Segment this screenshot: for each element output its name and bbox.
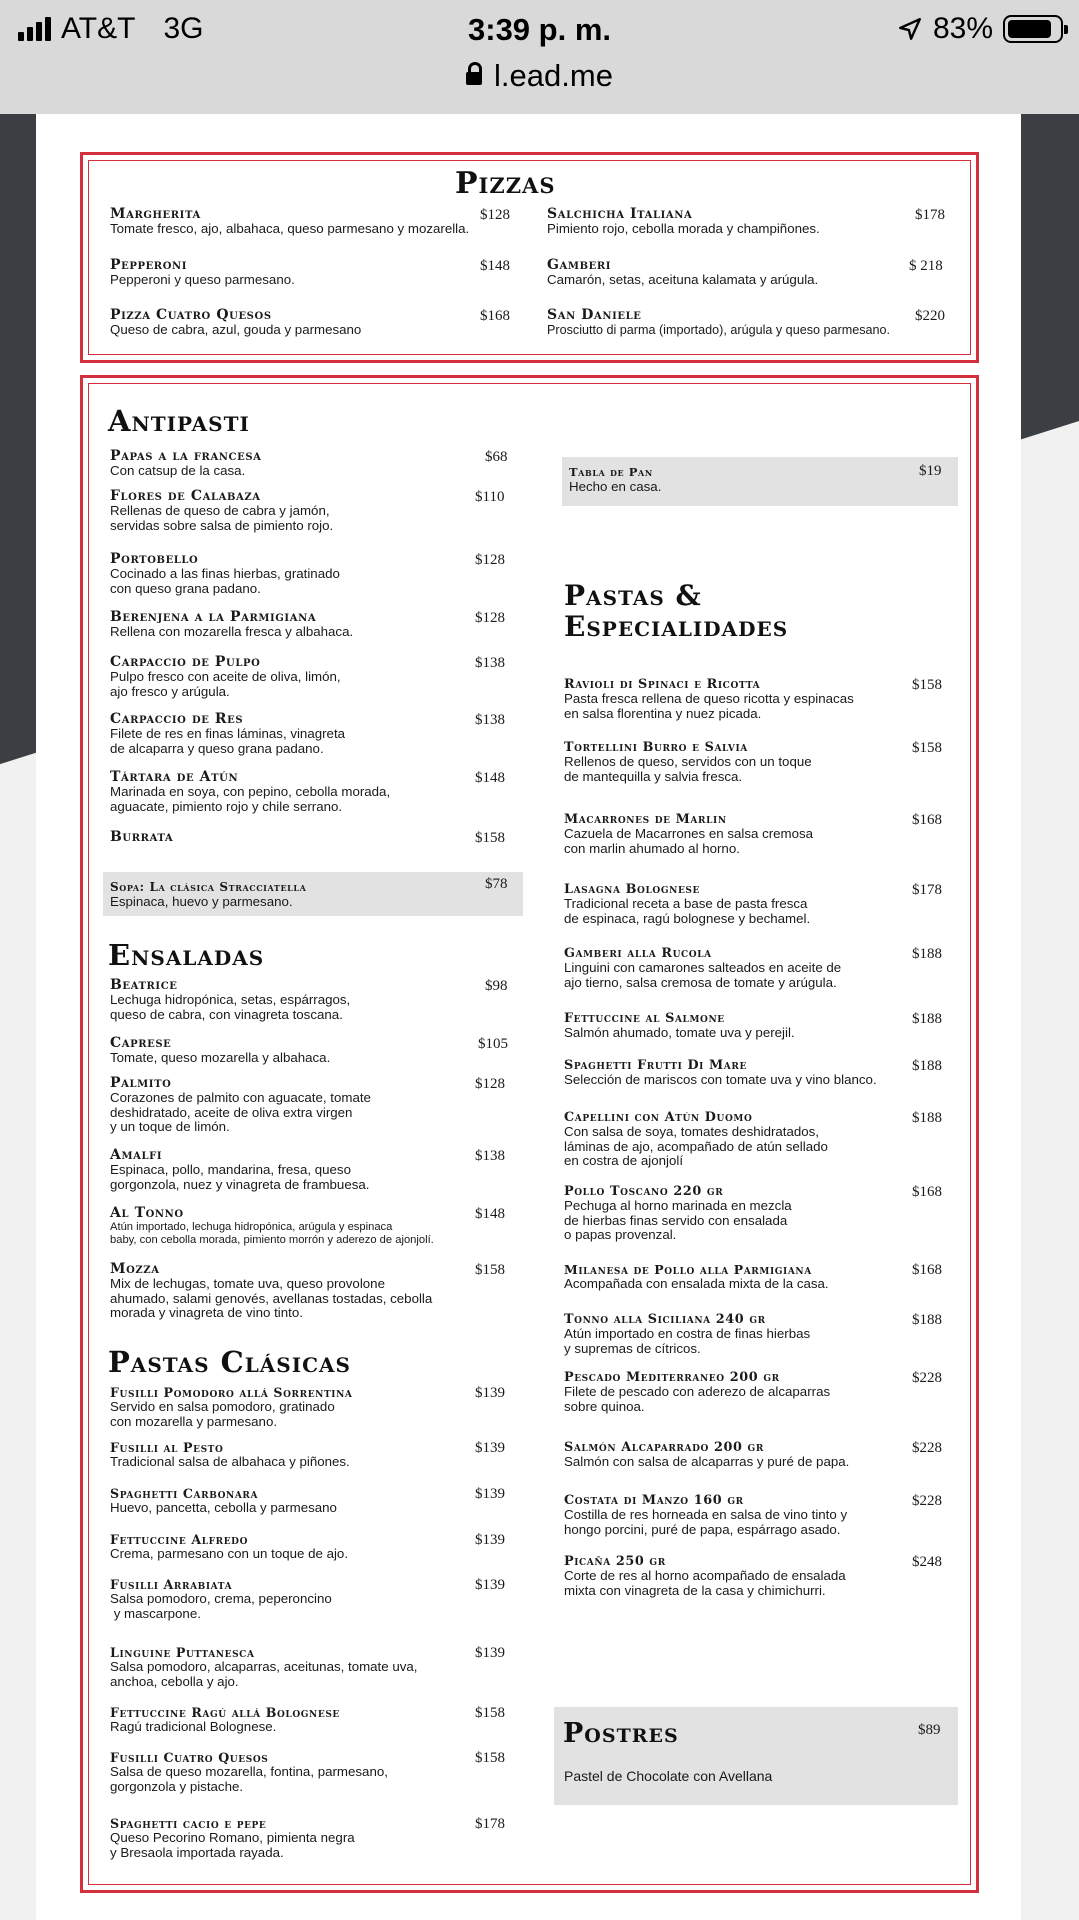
item-price: $188	[912, 1011, 942, 1027]
menu-item	[564, 1058, 964, 1088]
item-description: Espinaca, huevo y parmesano.	[110, 894, 293, 909]
menu-item	[110, 876, 520, 910]
status-bar	[0, 0, 1079, 114]
item-description: Salsa de queso mozarella, fontina, parmesano, gorgonzola y pistache.	[110, 1764, 388, 1794]
menu-item	[110, 489, 520, 533]
item-description: Corte de res al horno acompañado de ensalada mixta con vinagreta de la casa y chimichurri.	[564, 1568, 846, 1598]
battery-percent: 83%	[932, 12, 993, 45]
item-description: Linguini con camarones salteados en aceite de ajo tierno, salsa cremosa de tomate y arúgula.	[564, 960, 842, 990]
item-price: $188	[912, 1110, 942, 1126]
item-price: $158	[475, 830, 505, 846]
menu-item	[110, 449, 520, 479]
item-name: Pepperoni	[110, 257, 188, 273]
item-description: Con salsa de soya, tomates deshidratados, láminas de ajo, acompañado de atún sellado en costra de ajonjolí	[564, 1124, 828, 1168]
item-price: $128	[475, 610, 505, 626]
item-price: $220	[915, 308, 945, 324]
item-description: Huevo, pancetta, cebolla y parmesano	[110, 1500, 337, 1515]
item-description: Filete de pescado con aderezo de alcaparras sobre quinoa.	[564, 1384, 831, 1414]
item-price: $138	[475, 1148, 505, 1164]
menu-item	[110, 610, 520, 640]
item-description: Rellena con mozarella fresca y albahaca.	[110, 624, 354, 639]
item-name: Ravioli di Spinaci e Ricotta	[564, 677, 761, 692]
item-description: Rellenos de queso, servidos con un toque de mantequilla y salvia fresca.	[564, 754, 812, 784]
item-description: Tradicional receta a base de pasta fresca de espinaca, ragú bolognese y bechamel.	[564, 896, 811, 926]
item-name: Mozza	[110, 1261, 160, 1277]
item-description: Cocinado a las finas hierbas, gratinado con queso grana padano.	[110, 566, 340, 596]
menu-item	[564, 1262, 964, 1292]
item-description: Ragú tradicional Bolognese.	[110, 1719, 277, 1734]
url-text: l.ead.me	[494, 58, 613, 93]
item-price: $ 218	[909, 258, 943, 274]
item-description: Pasta fresca rellena de queso ricotta y espinacas en salsa florentina y nuez picada.	[564, 691, 854, 721]
item-description: Corazones de palmito con aguacate, tomate deshidratado, aceite de oliva extra virgen y un toque de limón.	[110, 1090, 371, 1134]
item-description: Hecho en casa.	[569, 479, 662, 494]
battery-icon	[1003, 15, 1063, 43]
item-price: $139	[475, 1577, 505, 1593]
item-name: Fettuccine al Salmone	[564, 1011, 725, 1026]
antipasti-title: Antipasti	[108, 404, 250, 438]
item-name: Salmón Alcaparrado 200 gr	[564, 1440, 764, 1455]
item-description: Lechuga hidropónica, setas, espárragos, queso de cabra, con vinagreta toscana.	[110, 992, 351, 1022]
item-name: Lasagna Bolognese	[564, 882, 700, 897]
pizzas-title: Pizzas	[455, 166, 556, 201]
item-name: Salchicha Italiana	[547, 206, 693, 222]
menu-item	[564, 946, 964, 990]
menu-item	[564, 1554, 964, 1598]
item-name: Portobello	[110, 551, 199, 567]
menu-item	[110, 1816, 520, 1860]
item-price: $178	[915, 207, 945, 223]
item-price: $148	[480, 258, 510, 274]
item-name: Fettuccine Alfredo	[110, 1532, 249, 1547]
item-name: Macarrones de Marlin	[564, 812, 727, 827]
item-name: Fettuccine Ragú allá Bolognese	[110, 1705, 340, 1720]
menu-item	[569, 465, 954, 495]
menu-item	[564, 1110, 964, 1169]
menu-item	[110, 978, 520, 1022]
item-name: Fusilli Arrabiata	[110, 1577, 233, 1592]
item-price: $128	[475, 1076, 505, 1092]
item-name: Spaghetti Frutti Di Mare	[564, 1058, 747, 1073]
item-name: Papas a la francesa	[110, 448, 262, 464]
item-name: Burrata	[110, 829, 174, 845]
ensaladas-title: Ensaladas	[108, 938, 265, 972]
item-description: Pechuga al horno marinada en mezcla de hierbas finas servido con ensalada o papas provenzal.	[564, 1198, 792, 1242]
item-name: Beatrice	[110, 977, 178, 993]
menu-item	[564, 740, 964, 784]
item-description: Con catsup de la casa.	[110, 463, 246, 478]
item-name: Pollo Toscano 220 gr	[564, 1184, 724, 1199]
item-name: Gamberi	[547, 257, 612, 273]
menu-item	[564, 882, 964, 926]
item-price: $139	[475, 1645, 505, 1661]
item-price: $158	[912, 740, 942, 756]
item-price: $228	[912, 1440, 942, 1456]
item-price: $139	[475, 1440, 505, 1456]
item-price: $188	[912, 946, 942, 962]
item-description: Mix de lechugas, tomate uva, queso provolone ahumado, salami genovés, avellanas tostadas, cebolla morada y vinagreta de vino tinto.	[110, 1276, 433, 1320]
item-description: Tradicional salsa de albahaca y piñones.	[110, 1454, 350, 1469]
menu-item	[110, 655, 520, 699]
menu-item	[110, 1645, 520, 1689]
item-description: Costilla de res horneada en salsa de vino tinto y hongo porcini, puré de papa, espárrago asado.	[564, 1507, 848, 1537]
item-price: $158	[475, 1262, 505, 1278]
menu-item	[564, 1312, 964, 1356]
menu-item	[110, 552, 520, 596]
item-description: Atún importado en costra de finas hierbas y supremas de cítricos.	[564, 1326, 811, 1356]
item-price: $188	[912, 1058, 942, 1074]
item-price: $78	[485, 876, 508, 892]
item-name: Sopa: La clásica Stracciatella	[110, 880, 307, 894]
menu-item	[564, 1440, 964, 1470]
item-price: $168	[912, 812, 942, 828]
item-name: Milanesa de Pollo alla Parmigiana	[564, 1262, 812, 1277]
menu-item	[110, 1148, 520, 1192]
menu-item	[547, 258, 967, 288]
item-price: $158	[475, 1750, 505, 1766]
item-price: $138	[475, 655, 505, 671]
menu-item	[564, 1370, 964, 1414]
item-name: Margherita	[110, 206, 201, 222]
item-name: Flores de Calabaza	[110, 488, 261, 504]
menu-item	[564, 1011, 964, 1041]
especialidades-title	[564, 580, 788, 642]
item-name: Pizza Cuatro Quesos	[110, 307, 272, 323]
network-type: 3G	[163, 12, 204, 45]
item-price: $139	[475, 1385, 505, 1401]
item-name: Pescado Mediterraneo 200 gr	[564, 1370, 780, 1385]
menu-item	[110, 1440, 520, 1470]
item-description: Tomate, queso mozarella y albahaca.	[110, 1050, 331, 1065]
item-price: $168	[480, 308, 510, 324]
item-name: Amalfi	[110, 1147, 163, 1163]
item-price: $228	[912, 1493, 942, 1509]
item-name: Tonno alla Siciliana 240 gr	[564, 1312, 766, 1327]
item-price: $158	[912, 677, 942, 693]
menu-item	[110, 1385, 520, 1429]
menu-item	[110, 1262, 520, 1321]
item-name: Carpaccio de Res	[110, 711, 244, 727]
item-name: Al Tonno	[110, 1205, 184, 1221]
carrier-name: AT&T	[61, 12, 136, 45]
item-description: Pepperoni y queso parmesano.	[110, 272, 295, 287]
item-name: Linguine Puttanesca	[110, 1645, 255, 1660]
item-price: $139	[475, 1486, 505, 1502]
item-name: Fusilli Cuatro Quesos	[110, 1750, 269, 1765]
item-price: $168	[912, 1184, 942, 1200]
menu-item	[564, 812, 964, 856]
item-price: $139	[475, 1532, 505, 1548]
item-name: Palmito	[110, 1075, 172, 1091]
item-name: Fusilli Pomodoro allá Sorrentina	[110, 1385, 353, 1400]
device-status	[897, 12, 1063, 46]
item-description: Acompañada con ensalada mixta de la casa.	[564, 1276, 829, 1291]
menu-item	[110, 1705, 520, 1735]
menu-item	[110, 712, 520, 756]
item-name: Fusilli al Pesto	[110, 1440, 224, 1455]
item-name: Gamberi alla Rucola	[564, 946, 712, 961]
item-price: $178	[475, 1816, 505, 1832]
postres-price: $89	[918, 1722, 941, 1738]
especialidades-title-line1: Pastas &	[564, 579, 702, 612]
item-price: $178	[912, 882, 942, 898]
item-name: Capellini con Atún Duomo	[564, 1110, 753, 1125]
item-name: Picaña 250 gr	[564, 1554, 666, 1569]
address-bar[interactable]	[0, 58, 1079, 94]
item-description: Queso Pecorino Romano, pimienta negra y Bresaola importada rayada.	[110, 1830, 355, 1860]
menu-item	[110, 1750, 520, 1794]
item-price: $138	[475, 712, 505, 728]
item-description: Queso de cabra, azul, gouda y parmesano	[110, 322, 362, 337]
item-name: Spaghetti Carbonara	[110, 1486, 259, 1501]
menu-item	[110, 308, 530, 338]
menu-item	[110, 1036, 520, 1066]
item-price: $68	[485, 449, 508, 465]
menu-item	[110, 207, 530, 237]
item-description: Servido en salsa pomodoro, gratinado con mozarella y parmesano.	[110, 1399, 335, 1429]
lock-icon	[466, 72, 482, 85]
item-description: Atún importado, lechuga hidropónica, arúgula y espinaca baby, con cebolla morada, pimiento morrón y aderezo de ajonjolí.	[110, 1221, 434, 1246]
item-description: Crema, parmesano con un toque de ajo.	[110, 1546, 349, 1561]
menu-item	[110, 1076, 520, 1135]
postres-title: Postres	[563, 1718, 679, 1749]
clock: 3:39 p. m.	[468, 12, 611, 47]
item-name: Costata di Manzo 160 gr	[564, 1493, 744, 1508]
menu-item	[110, 1577, 520, 1621]
item-description: Rellenas de queso de cabra y jamón, servidas sobre salsa de pimiento rojo.	[110, 503, 334, 533]
menu-item	[110, 1206, 520, 1247]
menu-item	[564, 1184, 964, 1243]
item-price: $148	[475, 770, 505, 786]
item-price: $248	[912, 1554, 942, 1570]
item-name: Caprese	[110, 1035, 172, 1051]
item-price: $128	[475, 552, 505, 568]
item-description: Espinaca, pollo, mandarina, fresa, queso gorgonzola, nuez y vinagreta de frambuesa.	[110, 1162, 370, 1192]
item-name: Carpaccio de Pulpo	[110, 654, 261, 670]
item-description: Cazuela de Macarrones en salsa cremosa con marlin ahumado al horno.	[564, 826, 814, 856]
item-description: Salsa pomodoro, crema, peperoncino y mascarpone.	[110, 1591, 332, 1621]
item-description: Salsa pomodoro, alcaparras, aceitunas, tomate uva, anchoa, cebolla y ajo.	[110, 1659, 418, 1689]
item-name: Tabla de Pan	[569, 465, 653, 479]
menu-item	[110, 1486, 520, 1516]
menu-item	[110, 770, 520, 814]
item-price: $228	[912, 1370, 942, 1386]
item-description: Camarón, setas, aceituna kalamata y arúgula.	[547, 272, 819, 287]
item-price: $98	[485, 978, 508, 994]
item-price: $128	[480, 207, 510, 223]
item-description: Salmón con salsa de alcaparras y puré de papa.	[564, 1454, 850, 1469]
item-description: Pimiento rojo, cebolla morada y champiñones.	[547, 221, 820, 236]
item-price: $168	[912, 1262, 942, 1278]
item-price: $148	[475, 1206, 505, 1222]
menu-item	[110, 830, 520, 845]
item-description: Pulpo fresco con aceite de oliva, limón, ajo fresco y arúgula.	[110, 669, 341, 699]
item-name: Tortellini Burro e Salvia	[564, 740, 748, 755]
menu-item	[547, 308, 967, 338]
item-description: Prosciutto di parma (importado), arúgula y queso parmesano.	[547, 323, 891, 337]
item-name: Spaghetti cacio e pepe	[110, 1816, 267, 1831]
item-name: Berenjena a la Parmigiana	[110, 609, 317, 625]
item-price: $110	[475, 489, 505, 505]
item-name: Tártara de Atún	[110, 769, 239, 785]
pastas-clasicas-title: Pastas Clásicas	[108, 1345, 351, 1379]
especialidades-title-line2: Especialidades	[564, 610, 789, 643]
item-price: $19	[919, 463, 942, 479]
item-price: $158	[475, 1705, 505, 1721]
item-description: Salmón ahumado, tomate uva y perejil.	[564, 1025, 795, 1040]
item-description: Selección de mariscos con tomate uva y vino blanco.	[564, 1072, 877, 1087]
location-arrow-icon	[897, 16, 923, 42]
item-description: Filete de res en finas láminas, vinagreta de alcaparra y queso grana padano.	[110, 726, 346, 756]
menu-item	[110, 258, 530, 288]
item-price: $188	[912, 1312, 942, 1328]
menu-item	[547, 207, 967, 237]
item-name: San Daniele	[547, 307, 642, 323]
item-description: Marinada en soya, con pepino, cebolla morada, aguacate, pimiento rojo y chile serrano.	[110, 784, 391, 814]
item-description: Tomate fresco, ajo, albahaca, queso parmesano y mozarella.	[110, 221, 470, 236]
menu-item	[564, 1493, 964, 1537]
menu-item	[110, 1532, 520, 1562]
postres-desc: Pastel de Chocolate con Avellana	[564, 1768, 773, 1784]
menu-item	[564, 677, 964, 721]
item-price: $105	[478, 1036, 508, 1052]
